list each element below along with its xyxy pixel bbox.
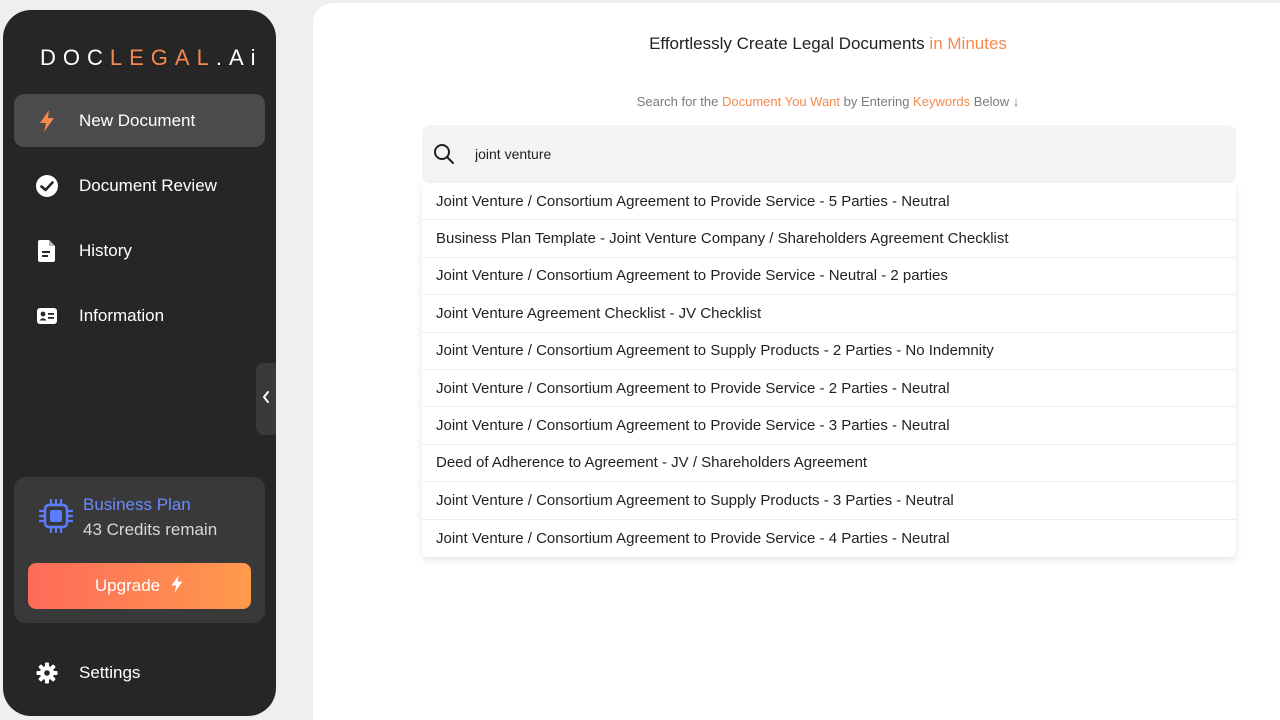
sidebar-item-history[interactable] [14,224,265,277]
sidebar-item-information[interactable] [14,289,265,342]
logo-part-legal: LEGAL [109,45,216,70]
logo-part-doc: DOC [40,45,110,70]
result-item[interactable]: Joint Venture / Consortium Agreement to Provide Service - 5 Parties - Neutral [422,183,1236,220]
plan-card [14,477,265,623]
sidebar-item-new-document[interactable] [14,94,265,147]
chip-icon [38,498,74,534]
search-bar[interactable] [422,125,1236,183]
upgrade-label: Upgrade [94,576,161,595]
sidebar-item-label: New Document [79,110,196,130]
sidebar-item-document-review[interactable] [14,159,265,212]
subline-accent: Document You Want [721,94,841,109]
page-title [313,34,1280,54]
subline-text: Below ↓ [973,94,1020,109]
headline-accent: in Minutes [929,34,1007,53]
sidebar-item-label: Document Review [79,175,217,195]
id-card-icon [35,304,59,328]
result-item[interactable]: Business Plan Template - Joint Venture Company / Shareholders Agreement Checklist [422,220,1236,257]
subline-text: Search for the [636,94,719,109]
result-item[interactable]: Joint Venture Agreement Checklist - JV Checklist [422,295,1236,332]
subline-text: by Entering [843,94,910,109]
search-instructions [313,94,1280,109]
headline-text: Effortlessly Create Legal Documents [649,34,925,53]
sidebar-item-settings[interactable] [14,646,265,699]
subline-accent: Keywords [913,94,971,109]
main-panel [313,3,1280,720]
result-item[interactable]: Joint Venture / Consortium Agreement to Supply Products - 2 Parties - No Indemnity [422,333,1236,370]
credits-remaining: 43 Credits remain [83,520,218,539]
gear-icon [35,661,59,685]
sidebar-item-label: History [79,240,132,260]
result-item[interactable]: Joint Venture / Consortium Agreement to Provide Service - 2 Parties - Neutral [422,370,1236,407]
check-circle-icon [35,174,59,198]
result-item[interactable]: Joint Venture / Consortium Agreement to Provide Service - 3 Parties - Neutral [422,407,1236,444]
lightning-icon [35,109,59,133]
search-input[interactable] [475,146,1175,162]
result-item[interactable]: Joint Venture / Consortium Agreement to Supply Products - 3 Parties - Neutral [422,482,1236,519]
logo[interactable] [40,46,263,70]
result-item[interactable]: Joint Venture / Consortium Agreement to Provide Service - Neutral - 2 parties [422,258,1236,295]
sidebar [3,10,276,716]
plan-name: Business Plan [83,495,191,514]
chevron-left-icon [261,390,271,409]
logo-part-ai: .Ai [215,45,263,70]
result-item[interactable]: Deed of Adherence to Agreement - JV / Shareholders Agreement [422,445,1236,482]
collapse-sidebar-button[interactable] [256,363,276,435]
search-icon [433,143,455,165]
lightning-icon [170,574,184,599]
settings-label: Settings [79,662,141,682]
result-item[interactable]: Joint Venture / Consortium Agreement to Provide Service - 4 Parties - Neutral [436,529,950,547]
document-icon [35,239,59,263]
sidebar-item-label: Information [79,305,165,325]
upgrade-button[interactable] [28,563,251,609]
search-results [422,183,1236,557]
